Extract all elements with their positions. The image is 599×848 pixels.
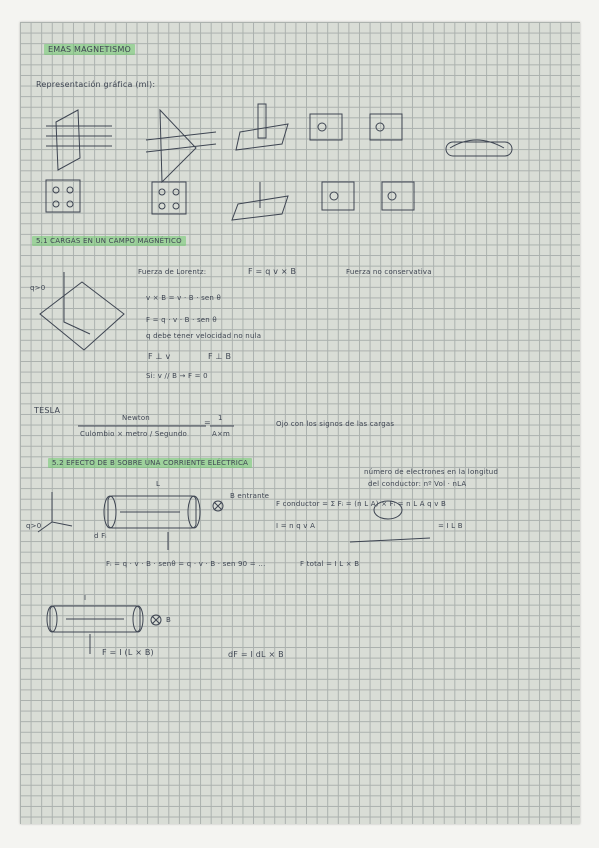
bottom-b-label: B xyxy=(166,616,172,624)
cross-box-1 xyxy=(370,114,402,140)
section-1-heading: 5.1 CARGAS EN UN CAMPO MAGNÉTICO xyxy=(32,236,186,246)
force-magnitude: F = q · v · B · sen θ xyxy=(146,316,217,324)
cross-product: v × B = v · B · sen θ xyxy=(146,294,221,302)
tesla-n2: 1 xyxy=(218,414,223,422)
dots-box-2 xyxy=(46,180,80,212)
curved-wire-sketch xyxy=(450,140,504,148)
f-total-formula: F total = I L × B xyxy=(300,560,360,568)
page-title: EMAS MAGNETISMO xyxy=(44,44,135,55)
lorentz-note: Fuerza no conservativa xyxy=(346,268,432,276)
bottom-df-formula: dF = I dL × B xyxy=(228,650,284,659)
b-entrant-label: B entrante xyxy=(230,492,270,500)
current-formula: I = n q v A xyxy=(276,522,316,530)
axes-sketch xyxy=(38,492,72,532)
tesla-d2: A×m xyxy=(212,430,231,438)
f-conductor-formula: F conductor = Σ Fᵢ = (n L A) × Fᵢ = n L A q v B xyxy=(276,500,446,508)
wire-plane-sketch xyxy=(236,124,288,150)
lorentz-label: Fuerza de Lorentz: xyxy=(138,268,207,276)
triangle-surface-sketch xyxy=(160,110,196,182)
tesla-equals: = xyxy=(204,418,211,427)
bottom-current-label: I xyxy=(84,594,87,602)
diamond-plane-sketch xyxy=(40,282,124,350)
tilted-surface-sketch xyxy=(56,110,80,170)
parallel-condition: Si: v // B → F = 0 xyxy=(146,372,208,380)
dfi-label: d Fᵢ xyxy=(94,532,107,540)
ilb-result: = I L B xyxy=(438,522,463,530)
perp-b: F ⊥ B xyxy=(208,352,232,361)
tesla-note: Ojo con los signos de las cargas xyxy=(276,420,395,428)
tesla-denominator: Culombio × metro / Segundo xyxy=(80,430,188,438)
tesla-label: TESLA xyxy=(34,406,61,415)
underline-sketch xyxy=(350,538,430,542)
section2-charge-label: q>0 xyxy=(26,522,42,530)
bottom-force-formula: F = I (L × B) xyxy=(102,648,154,657)
cross-box-4 xyxy=(382,182,414,210)
annotation-electrons: número de electrones en la longitud xyxy=(364,468,499,476)
page-subtitle: Representación gráfica (ml): xyxy=(36,80,156,89)
perp-v: F ⊥ v xyxy=(148,352,171,361)
notebook-page xyxy=(20,22,580,824)
field-lines-2-sketch xyxy=(146,132,216,152)
fi-formula: Fᵢ = q · v · B · senθ = q · v · B · sen 90 = ... xyxy=(106,560,266,568)
tesla-numerator: Newton xyxy=(122,414,150,422)
section-2-heading: 5.2 EFECTO DE B SOBRE UNA CORRIENTE ELÉCTRICA xyxy=(48,458,252,468)
wire-cylinder-sketch xyxy=(258,104,266,138)
length-label: L xyxy=(156,480,161,488)
charge-label: q>0 xyxy=(30,284,46,292)
annotation-volume: del conductor: nº Vol · nLA xyxy=(368,480,467,488)
velocity-condition: q debe tener velocidad no nula xyxy=(146,332,262,340)
vector-sketch xyxy=(64,272,90,334)
lorentz-formula: F = q v × B xyxy=(248,267,297,276)
dots-box-3 xyxy=(152,182,186,214)
